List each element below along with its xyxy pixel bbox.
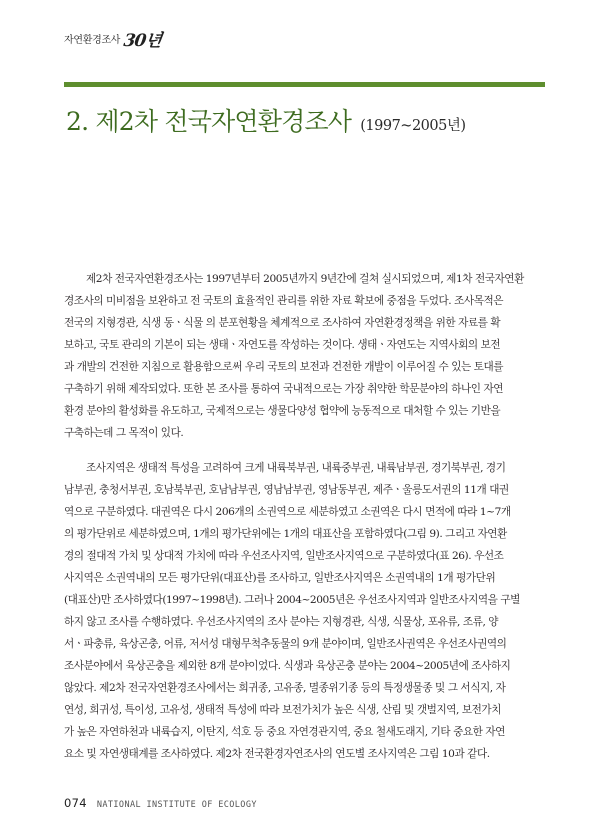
paragraph-line: (대표산)만 조사하였다(1997~1998년). 그러나 2004~2005년은 우선조사지역과 일반조사지역을 구별 [64,594,520,606]
paragraph-line: 과 개발의 건전한 지침으로 활용함으로써 우리 국토의 보전과 건전한 개발이 이루어질 수 있는 토대를 [64,361,504,373]
title-rule [64,82,545,87]
institute-name: NATIONAL INSTITUTE OF ECOLOGY [96,800,257,810]
paragraph-2 [64,457,544,765]
paragraph-line: 가 높은 자연하천과 내륙습지, 이탄지, 석호 등 중요 자연경관지역, 중요 철새도래지, 기타 중요한 자연 [64,726,505,738]
paragraph-line: 의 평가단위로 세분하였으며, 1개의 평가단위에는 1개의 대표산을 포함하였다(그림 9). 그리고 자연환 [64,528,507,540]
paragraph-line: 사지역은 소권역내의 모든 평가단위(대표산)를 조사하고, 일반조사지역은 소권역내의 1개 평가단위 [64,572,496,584]
chapter-title [66,102,466,138]
paragraph-line: 제2차 전국자연환경조사는 1997년부터 2005년까지 9년간에 걸쳐 실시되었으며, 제1차 전국자연환 [86,273,524,285]
paragraph-line: 않았다. 제2차 전국자연환경조사에서는 희귀종, 고유종, 멸종위기종 등의 특정생물종 및 그 서식지, 자 [64,682,506,694]
paragraph-line: 조사분야에서 육상곤충을 제외한 8개 분야이었다. 식생과 육상곤충 분야는 2004~2005년에 조사하지 [64,660,511,672]
paragraph-line: 요소 및 자연생태계를 조사하였다. 제2차 전국환경자연조사의 연도별 조사지역은 그림 10과 같다. [64,748,490,760]
page-number: 074 [64,796,87,810]
paragraph-line: 구축하기 위해 제작되었다. 또한 본 조사를 통하여 국내적으로는 가장 취약한 학문분야의 하나인 자연 [64,383,504,395]
paragraph-line: 보하고, 국토 관리의 기본이 되는 생태ㆍ자연도를 작성하는 것이다. 생태ㆍ자연도는 지역사회의 보전 [64,339,501,351]
anniversary-logo: 30년 [122,31,163,51]
paragraph-line: 하지 않고 조사를 수행하였다. 우선조사지역의 조사 분야는 지형경관, 식생, 식물상, 포유류, 조류, 양 [64,616,499,628]
paragraph-line: 경의 절대적 가치 및 상대적 가치에 따라 우선조사지역, 일반조사지역으로 구분하였다(표 26). 우선조 [64,550,504,562]
paragraph-line: 구축하는데 그 목적이 있다. [64,427,184,439]
paragraph-1 [64,268,544,444]
paragraph-line: 서ㆍ파충류, 육상곤충, 어류, 저서성 대형무척추동물의 9개 분야이며, 일반조사권역은 우선조사권역의 [64,638,507,650]
chapter-title-main: 2. 제2차 전국자연환경조사 [66,107,352,136]
paragraph-line: 연성, 희귀성, 특이성, 고유성, 생태적 특성에 따라 보전가치가 높은 식생, 산림 및 갯벌지역, 보전가치 [64,704,501,716]
paragraph-line: 경조사의 미비점을 보완하고 전 국토의 효율적인 관리를 위한 자료 확보에 중점을 두었다. 조사목적은 [64,295,504,307]
paragraph-line: 남부권, 충청서부권, 호남북부권, 호남남부권, 영남남부권, 영남동부권, 제주ㆍ울릉도서권의 11개 대권 [64,484,509,496]
page-footer [64,796,257,810]
paragraph-line: 조사지역은 생태적 특성을 고려하여 크게 내륙북부권, 내륙중부권, 내륙남부권, 경기북부권, 경기 [86,462,506,474]
series-title: 자연환경조사 [64,35,121,46]
paragraph-line: 전국의 지형경관, 식생 동ㆍ식물 의 분포현황을 체계적으로 조사하여 자연환경정책을 위한 자료를 확 [64,317,501,329]
running-header [64,26,161,51]
paragraph-line: 역으로 구분하였다. 대권역은 다시 206개의 소권역으로 세분하였고 소권역은 다시 면적에 따라 1~7개 [64,506,511,518]
chapter-period: (1997~2005년) [360,118,466,134]
paragraph-line: 환경 분야의 활성화를 유도하고, 국제적으로는 생물다양성 협약에 능동적으로 대처할 수 있는 기반을 [64,405,501,417]
